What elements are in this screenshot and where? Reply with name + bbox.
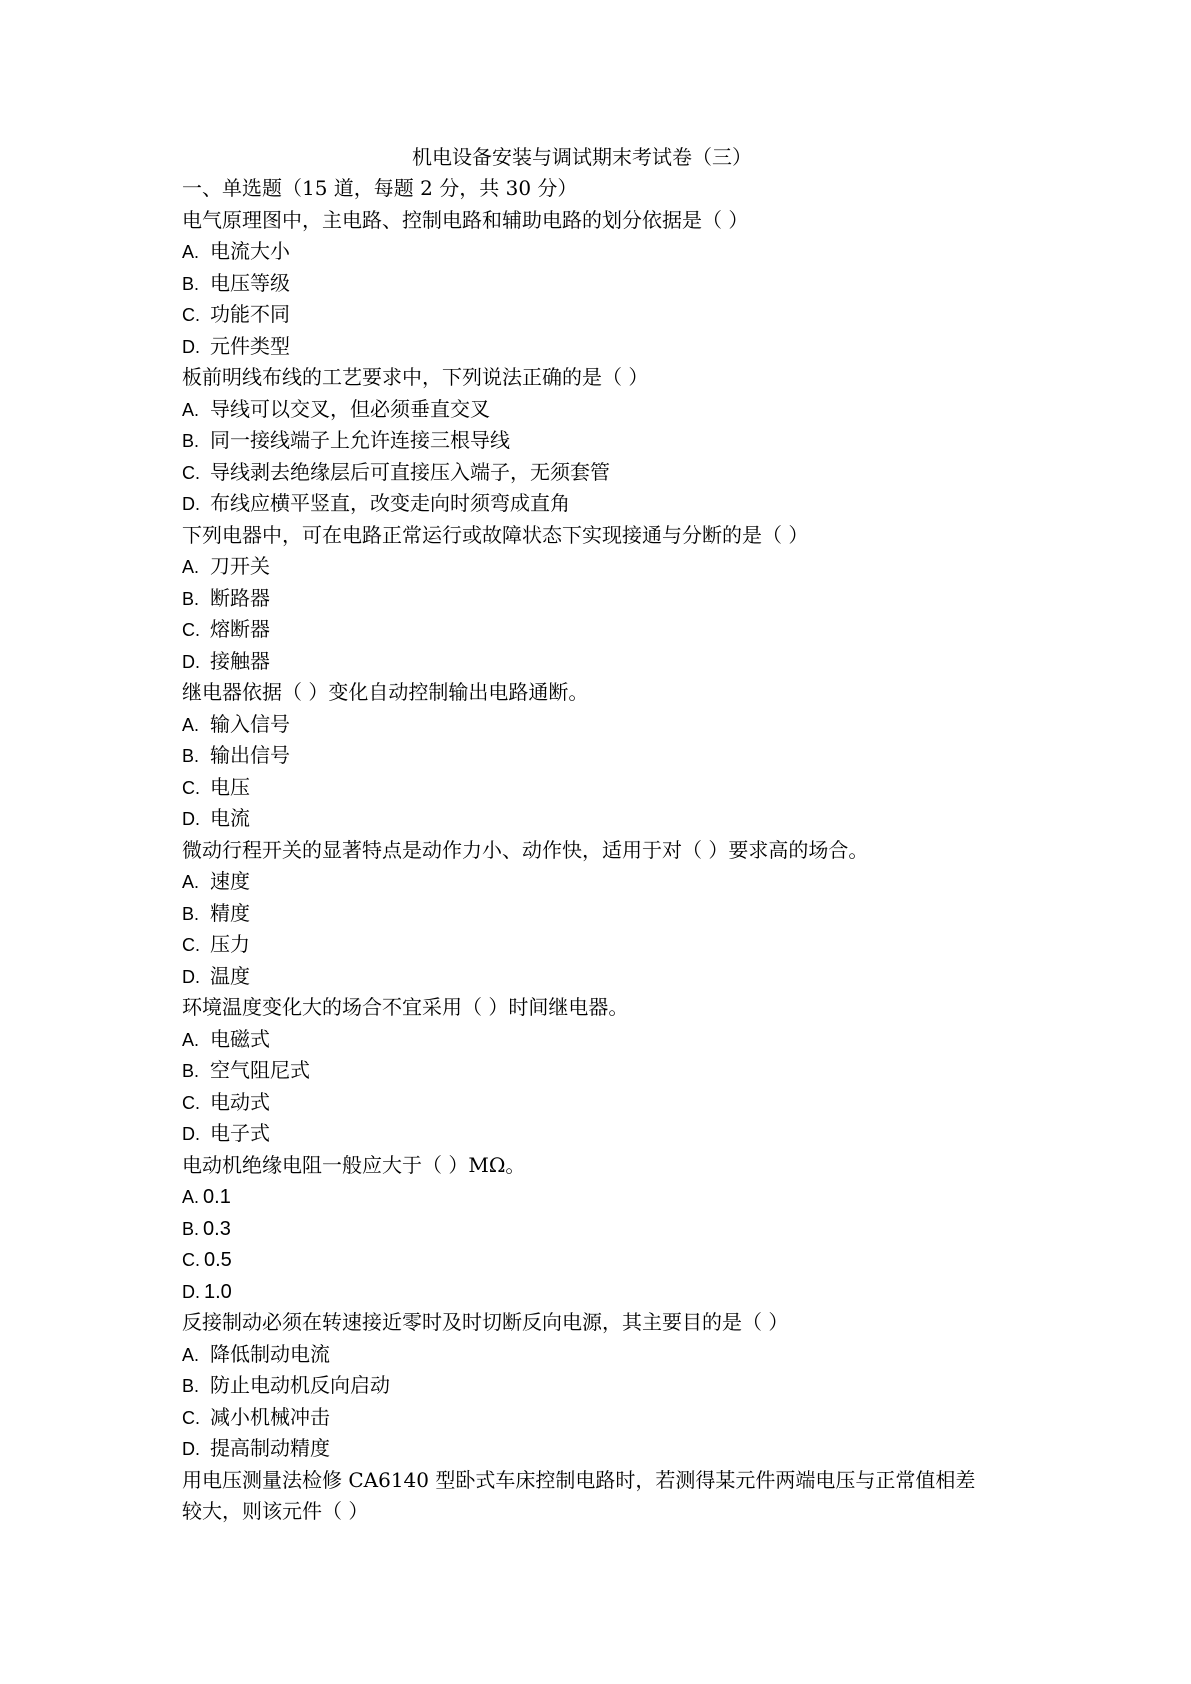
option-letter: A. [182, 1187, 200, 1207]
option-text: 温度 [210, 963, 250, 988]
option-text: 空气阻尼式 [210, 1058, 310, 1082]
question-stem: 电动机绝缘电阻一般应大于（ ）MΩ。 [182, 1152, 526, 1177]
answer-option [182, 1055, 1042, 1087]
answer-option [182, 1276, 1042, 1308]
option-letter: B. [182, 431, 200, 451]
option-letter: A. [182, 557, 200, 577]
option-text: 输出信号 [210, 743, 290, 767]
answer-option [182, 425, 1042, 457]
option-text: 减小机械冲击 [210, 1404, 330, 1429]
option-text: 0.1 [203, 1186, 231, 1208]
question-stem: 微动行程开关的显著特点是动作力小、动作快，适用于对（ ）要求高的场合。 [182, 837, 869, 862]
option-letter: C. [182, 1250, 200, 1270]
answer-option [182, 299, 1042, 331]
option-text: 防止电动机反向启动 [210, 1373, 390, 1397]
question-list [182, 205, 1042, 1465]
question-stem: 环境温度变化大的场合不宜采用（ ）时间继电器。 [182, 995, 629, 1019]
option-text: 电子式 [210, 1121, 270, 1145]
option-text: 元件类型 [210, 333, 290, 358]
answer-option [182, 646, 1042, 678]
option-text: 接触器 [210, 648, 270, 673]
question-stem: 下列电器中，可在电路正常运行或故障状态下实现接通与分断的是（ ） [182, 522, 809, 547]
page-title: 机电设备安装与调试期末考试卷（三） [412, 145, 752, 169]
option-letter: A. [182, 242, 200, 262]
question-stem: 板前明线布线的工艺要求中，下列说法正确的是（ ） [182, 365, 649, 389]
option-text: 电磁式 [210, 1026, 270, 1051]
answer-option [182, 1213, 1042, 1245]
answer-option [182, 1370, 1042, 1402]
exam-page [182, 141, 1042, 1528]
question-stem: 反接制动必须在转速接近零时及时切断反向电源，其主要目的是（ ） [182, 1310, 789, 1334]
option-letter: A. [182, 399, 200, 420]
answer-option [182, 583, 1042, 615]
option-text: 0.3 [203, 1217, 231, 1240]
answer-option [182, 394, 1042, 426]
option-letter: D. [182, 1281, 200, 1302]
option-letter: C. [182, 462, 200, 483]
option-letter: C. [182, 777, 200, 798]
option-text: 熔断器 [210, 617, 270, 641]
option-letter: A. [182, 872, 200, 892]
answer-option [182, 772, 1042, 804]
answer-option [182, 1118, 1042, 1150]
option-letter: B. [182, 1061, 200, 1081]
option-text: 0.5 [204, 1249, 232, 1271]
option-text: 刀开关 [210, 554, 270, 578]
option-letter: B. [182, 746, 200, 766]
option-letter: A. [182, 1029, 200, 1050]
answer-option [182, 551, 1042, 583]
option-text: 压力 [210, 932, 250, 956]
option-letter: C. [182, 1092, 200, 1113]
option-letter: A. [182, 1344, 200, 1365]
answer-option [182, 614, 1042, 646]
answer-option [182, 803, 1042, 835]
option-text: 降低制动电流 [210, 1341, 330, 1366]
answer-option [182, 488, 1042, 520]
option-letter: D. [182, 651, 200, 672]
option-letter: D. [182, 966, 200, 987]
option-text: 电压等级 [210, 270, 290, 295]
option-letter: D. [182, 809, 200, 829]
question-stem: 用电压测量法检修 CA6140 型卧式车床控制电路时，若测得某元件两端电压与正常值相差 [182, 1467, 976, 1492]
option-letter: B. [182, 1376, 200, 1396]
section-heading: 一、单选题（15 道，每题 2 分，共 30 分） [182, 176, 578, 200]
option-text: 电流大小 [210, 239, 290, 263]
option-text: 同一接线端子上允许连接三根导线 [210, 428, 510, 452]
option-letter: B. [182, 1218, 200, 1239]
option-text: 断路器 [210, 585, 270, 610]
option-letter: B. [182, 588, 200, 609]
answer-option [182, 709, 1042, 741]
option-letter: C. [182, 305, 200, 325]
option-text: 电动式 [210, 1089, 270, 1114]
answer-option [182, 866, 1042, 898]
answer-option [182, 331, 1042, 363]
answer-option [182, 236, 1042, 268]
answer-option [182, 268, 1042, 300]
option-text: 精度 [210, 900, 250, 925]
answer-option [182, 898, 1042, 930]
option-text: 输入信号 [210, 711, 290, 736]
answer-option [182, 1244, 1042, 1276]
option-letter: B. [182, 903, 200, 924]
answer-option [182, 1402, 1042, 1434]
answer-option [182, 961, 1042, 993]
question-stem-continued: 较大，则该元件（ ） [182, 1499, 369, 1523]
option-text: 布线应横平竖直，改变走向时须弯成直角 [210, 491, 570, 515]
option-letter: A. [182, 714, 200, 735]
option-letter: C. [182, 620, 200, 640]
option-text: 电流 [210, 806, 250, 830]
option-letter: D. [182, 1439, 200, 1459]
option-letter: C. [182, 935, 200, 955]
option-text: 导线可以交叉，但必须垂直交叉 [210, 396, 490, 421]
question-stem: 继电器依据（ ）变化自动控制输出电路通断。 [182, 680, 589, 704]
answer-option [182, 929, 1042, 961]
option-letter: D. [182, 336, 200, 357]
answer-option [182, 457, 1042, 489]
question-stem: 电气原理图中，主电路、控制电路和辅助电路的划分依据是（ ） [182, 207, 749, 232]
option-text: 速度 [210, 869, 250, 893]
answer-option [182, 1024, 1042, 1056]
answer-option [182, 1433, 1042, 1465]
answer-option [182, 740, 1042, 772]
option-letter: C. [182, 1407, 200, 1428]
option-text: 导线剥去绝缘层后可直接压入端子，无须套管 [210, 459, 610, 484]
answer-option [182, 1181, 1042, 1213]
answer-option [182, 1339, 1042, 1371]
option-letter: B. [182, 273, 200, 294]
option-text: 提高制动精度 [210, 1436, 330, 1460]
option-text: 电压 [210, 774, 250, 799]
option-letter: D. [182, 494, 200, 514]
answer-option [182, 1087, 1042, 1119]
option-letter: D. [182, 1124, 200, 1144]
option-text: 1.0 [204, 1280, 232, 1303]
option-text: 功能不同 [210, 302, 290, 326]
